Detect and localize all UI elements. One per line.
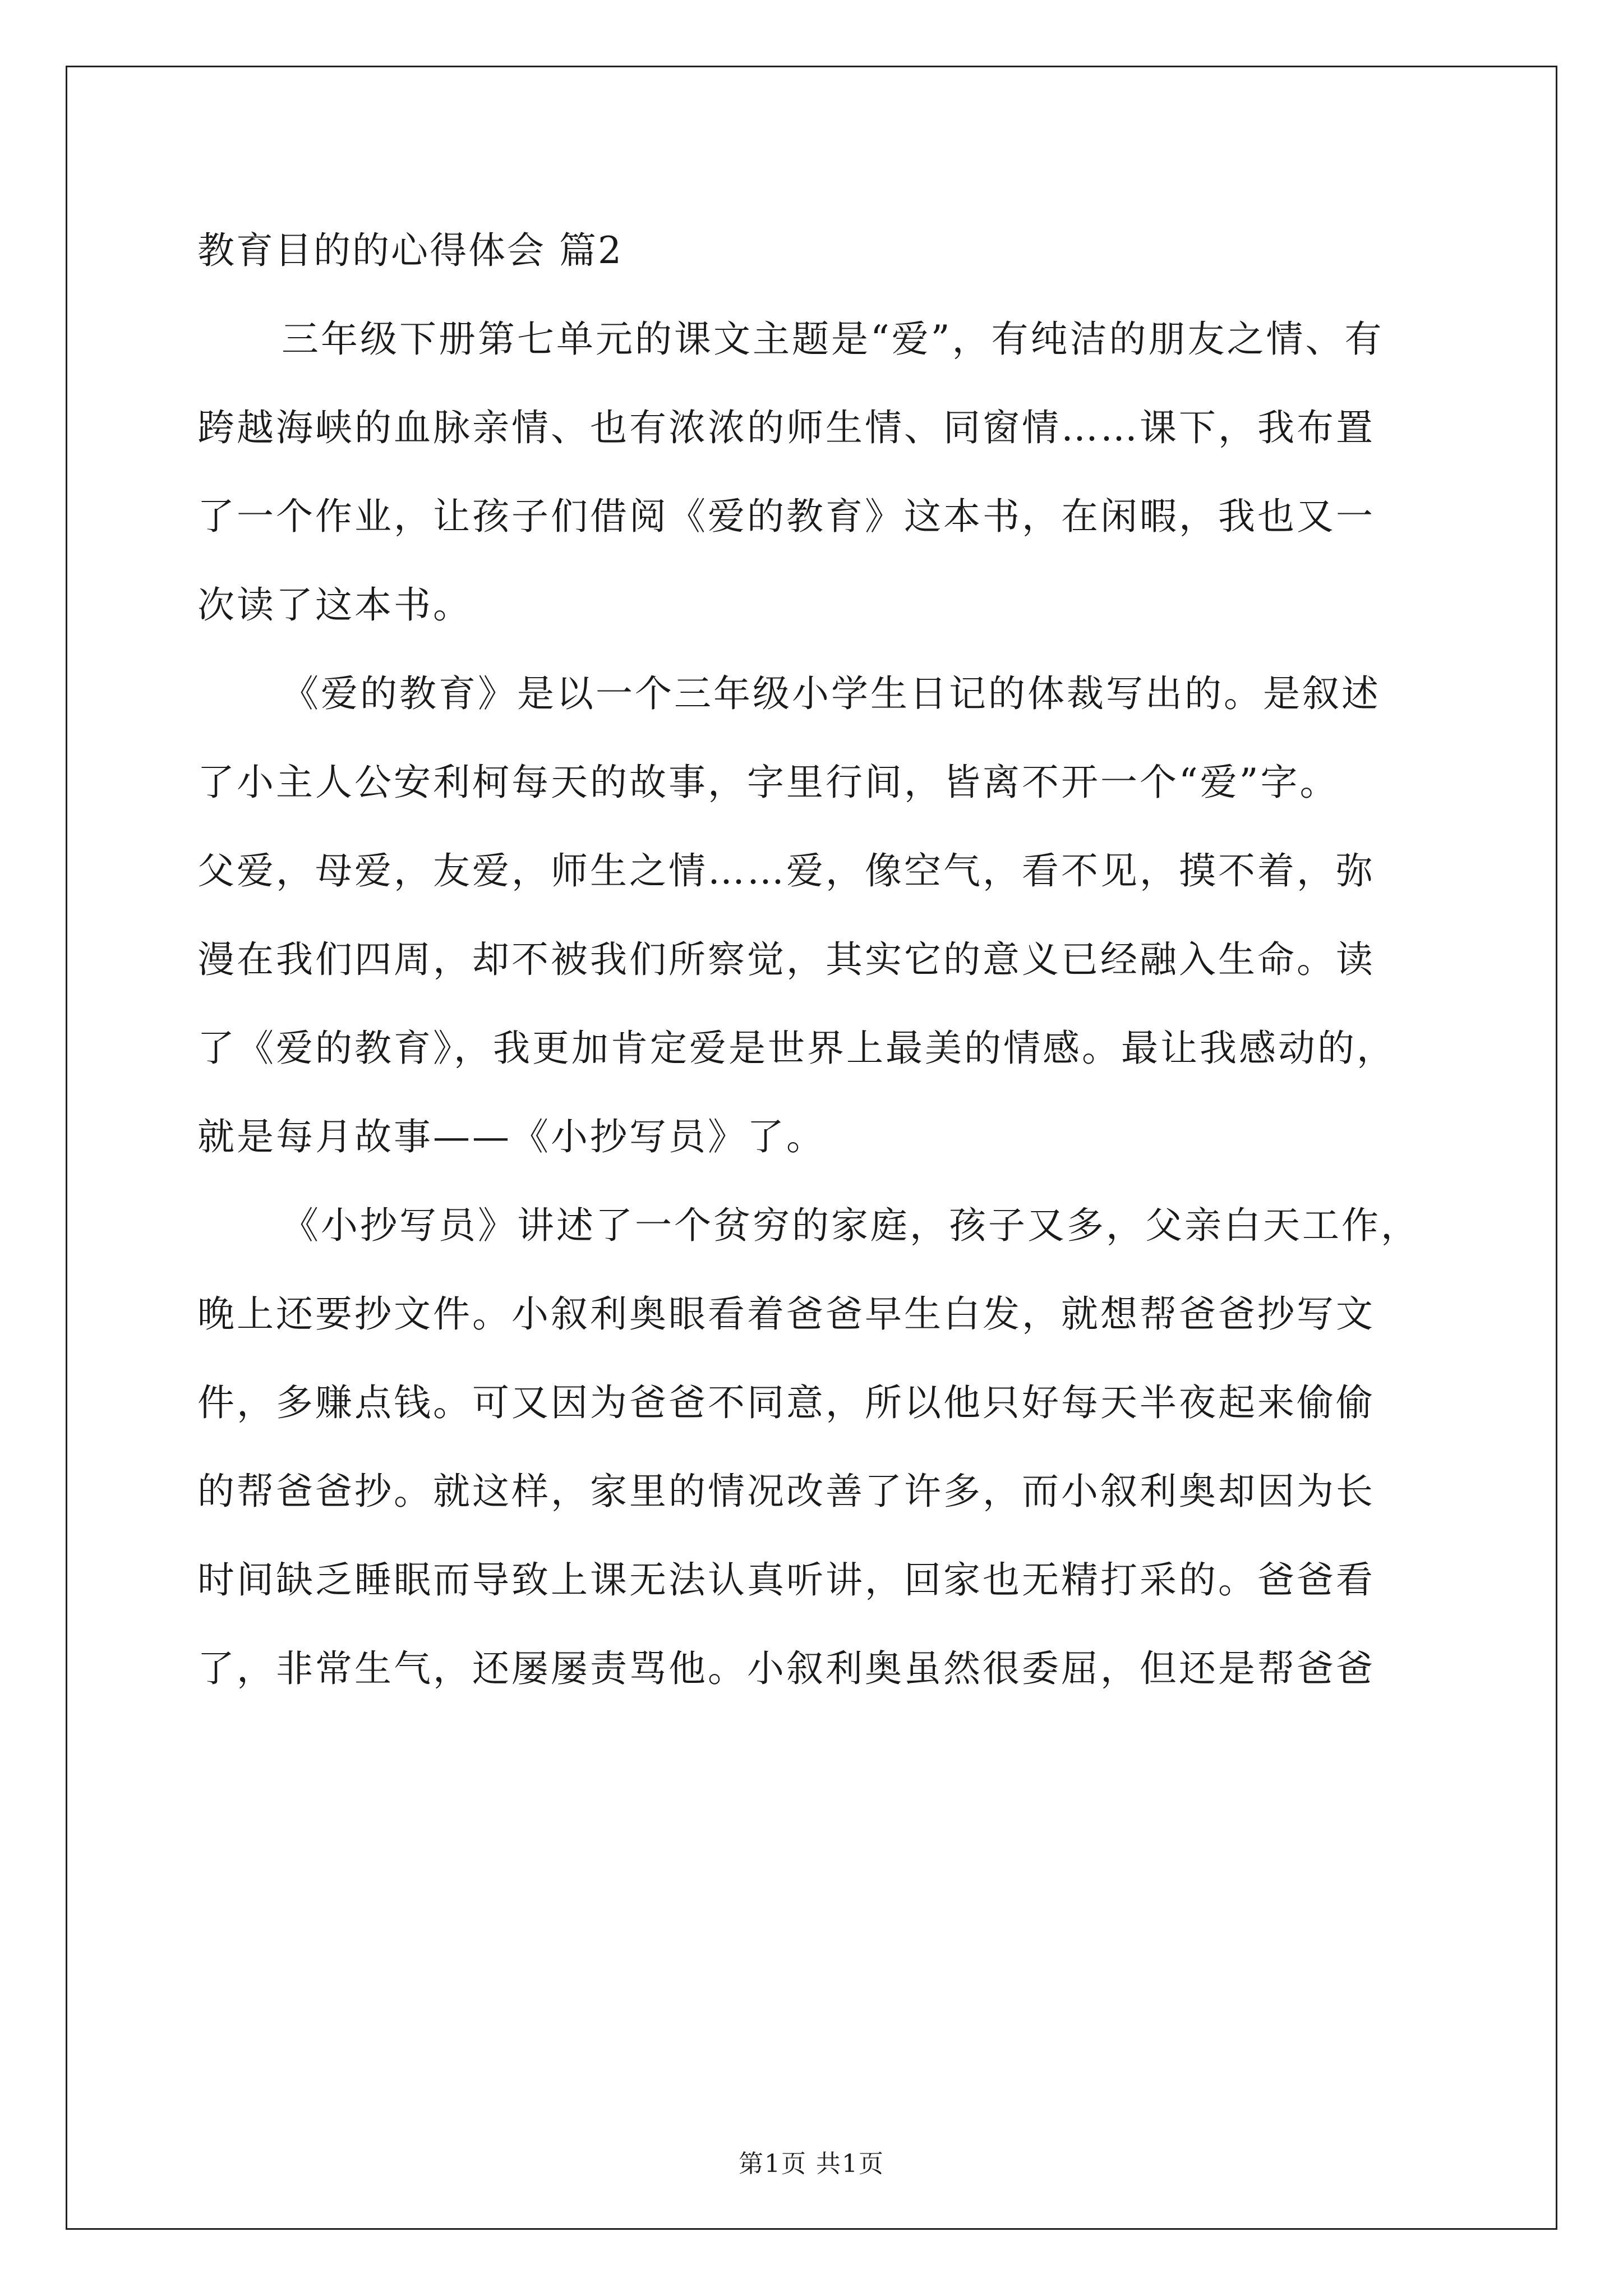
text-line: 跨越海峡的血脉亲情、也有浓浓的师生情、同窗情……课下，我布置 — [197, 406, 1375, 449]
text-line: 次读了这本书。 — [197, 583, 472, 627]
text-line: 了小主人公安利柯每天的故事，字里行间，皆离不开一个“爱”字。 — [197, 761, 1339, 804]
text-line: 晚上还要抄文件。小叙利奥眼看着爸爸早生白发，就想帮爸爸抄写文 — [197, 1292, 1375, 1336]
text-line: 了一个作业，让孩子们借阅《爱的教育》这本书，在闲暇，我也又一 — [197, 495, 1375, 538]
text-line: 了《爱的教育》，我更加肯定爱是世界上最美的情感。最让我感动的， — [197, 1027, 1396, 1070]
text-line: 《小抄写员》讲述了一个贫穷的家庭，孩子又多，父亲白天工作， — [282, 1204, 1420, 1247]
text-line: 父爱，母爱，友爱，师生之情……爱，像空气，看不见，摸不着，弥 — [197, 849, 1375, 892]
text-line: 时间缺乏睡眠而导致上课无法认真听讲，回家也无精打采的。爸爸看 — [197, 1558, 1375, 1602]
text-line: 的帮爸爸抄。就这样，家里的情况改善了许多，而小叙利奥却因为长 — [197, 1470, 1375, 1513]
paragraph-lines — [197, 295, 1459, 1713]
text-line: 件，多赚点钱。可又因为爸爸不同意，所以他只好每天半夜起来偷偷 — [197, 1381, 1375, 1424]
document-title: 教育目的的心得体会 篇2 — [197, 229, 623, 272]
text-line: 漫在我们四周，却不被我们所察觉，其实它的意义已经融入生命。读 — [197, 938, 1375, 981]
document-body — [197, 206, 1459, 1713]
text-line: 就是每月故事——《小抄写员》了。 — [197, 1115, 826, 1158]
text-line: 《爱的教育》是以一个三年级小学生日记的体裁写出的。是叙述 — [282, 672, 1381, 715]
text-line: 了，非常生气，还屡屡责骂他。小叙利奥虽然很委屈，但还是帮爸爸 — [197, 1647, 1375, 1690]
page-footer: 第1页 共1页 — [739, 2150, 884, 2178]
text-line: 三年级下册第七单元的课文主题是“爱”，有纯洁的朋友之情、有 — [282, 318, 1384, 361]
